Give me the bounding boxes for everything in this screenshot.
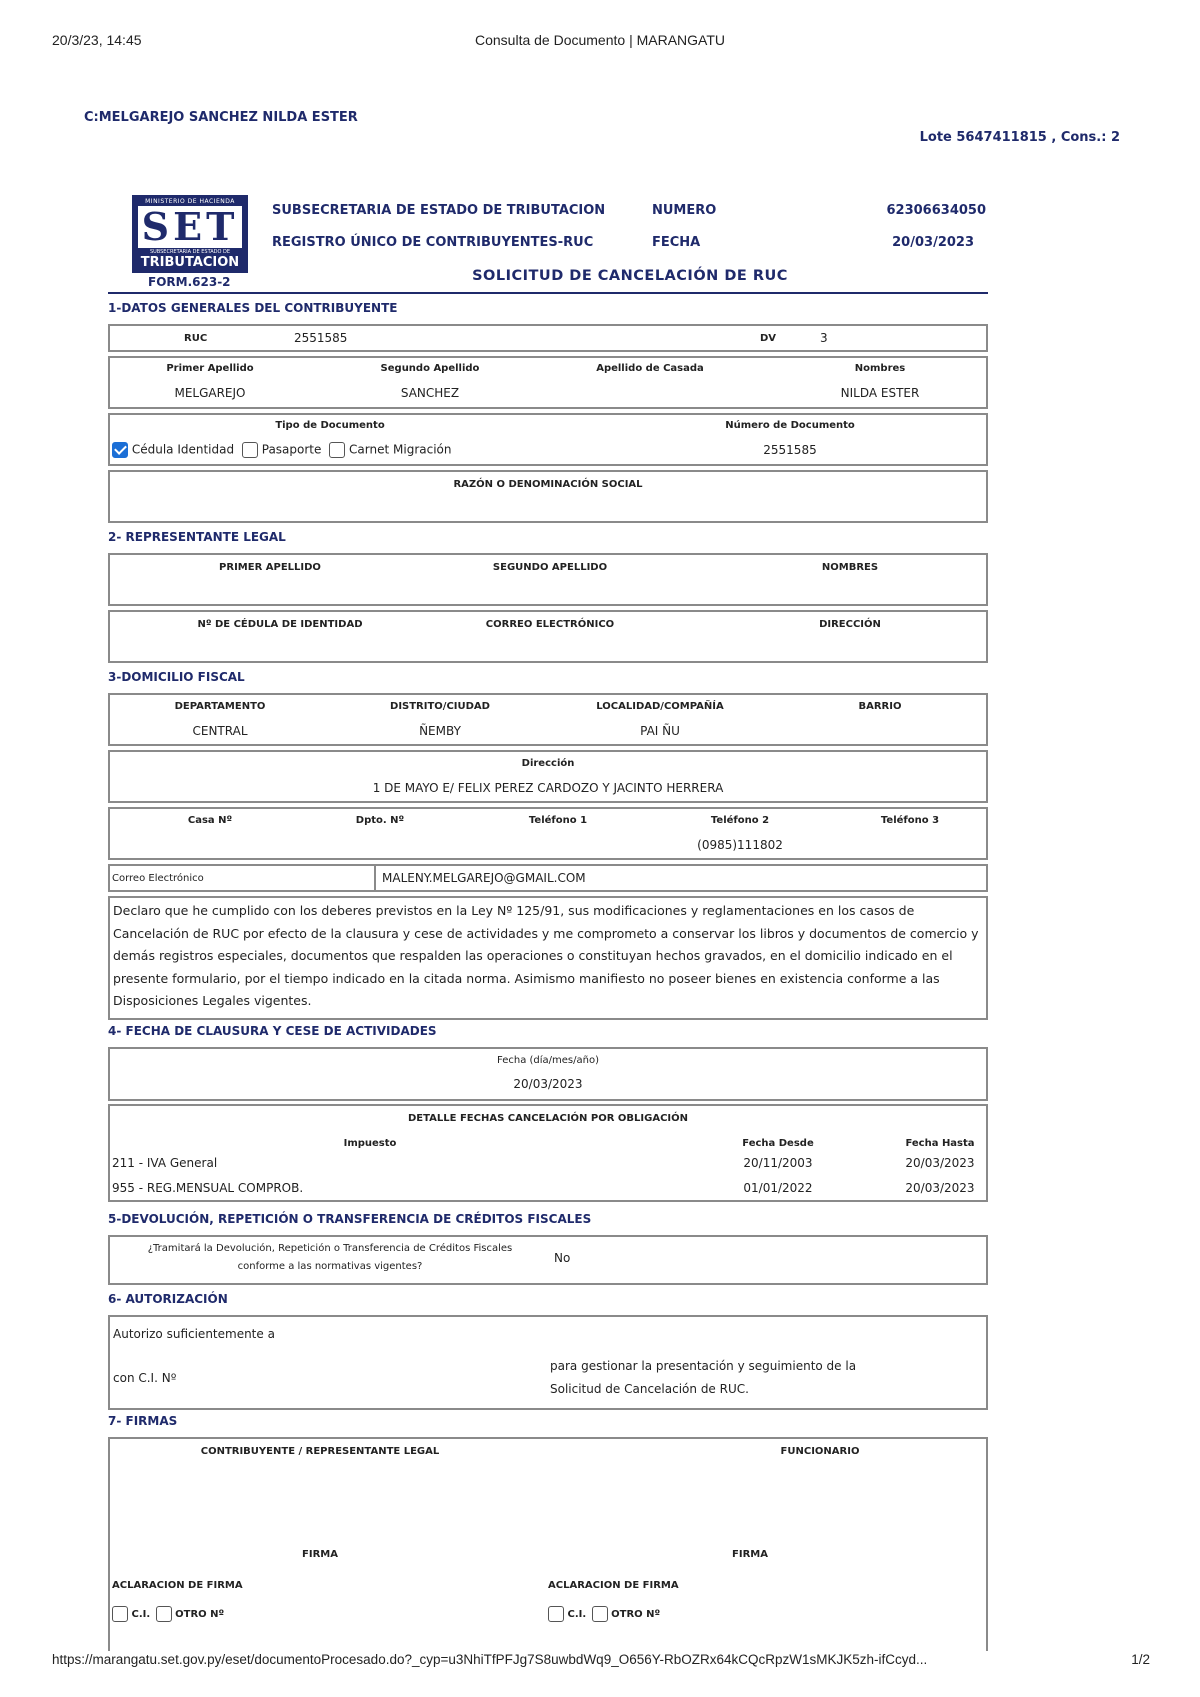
obligacion-row-1-hasta: 20/03/2023 (905, 1156, 975, 1170)
correo-box (108, 864, 988, 892)
correo-divider (374, 866, 376, 890)
autorizo-text: Autorizo suficientemente a (113, 1327, 275, 1341)
firmas-box (108, 1437, 988, 1651)
nombres-label: Nombres (854, 363, 906, 374)
fecha-clausura-value: 20/03/2023 (513, 1077, 583, 1091)
col-hasta-label: Fecha Hasta (905, 1138, 975, 1149)
contribuyente-label: CONTRIBUYENTE / REPRESENTANTE LEGAL (200, 1446, 440, 1457)
funcionario-label: FUNCIONARIO (780, 1446, 860, 1457)
section-6-title: 6- AUTORIZACIÓN (108, 1292, 228, 1306)
localidad-label: LOCALIDAD/COMPAÑÍA (596, 701, 724, 712)
rep-primer-apellido-label: PRIMER APELLIDO (219, 562, 321, 573)
primer-apellido-value: MELGAREJO (174, 386, 246, 400)
primer-apellido-label: Primer Apellido (166, 363, 254, 374)
devolucion-question-2: conforme a las normativas vigentes? (237, 1261, 423, 1272)
detalle-obligaciones-box (108, 1104, 988, 1202)
names-box (108, 356, 988, 409)
rep-nombres-label: NOMBRES (821, 562, 879, 573)
section-7-title: 7- FIRMAS (108, 1414, 178, 1428)
numero-value: 62306634050 (886, 203, 986, 218)
funcionario-otro-checkbox[interactable] (592, 1606, 608, 1622)
segundo-apellido-label: Segundo Apellido (380, 363, 480, 374)
carnet-label: Carnet Migración (349, 442, 452, 457)
numero-documento-value: 2551585 (763, 443, 817, 457)
declaracion-box (108, 896, 988, 1020)
contributor-name: C:MELGAREJO SANCHEZ NILDA ESTER (84, 110, 358, 125)
ruc-value: 2551585 (294, 331, 348, 345)
logo-bottom-text: TRIBUTACION (140, 255, 240, 270)
section-4-title: 4- FECHA DE CLAUSURA Y CESE DE ACTIVIDADES (108, 1024, 437, 1038)
obligacion-row-1-impuesto: 211 - IVA General (112, 1156, 218, 1170)
fecha-value: 20/03/2023 (892, 235, 974, 250)
document-type-box (108, 413, 988, 466)
col-desde-label: Fecha Desde (742, 1138, 814, 1149)
razon-social-box (108, 470, 988, 523)
rep-segundo-apellido-label: SEGUNDO APELLIDO (492, 562, 608, 573)
telefono-2-label: Teléfono 2 (710, 815, 770, 826)
direccion-label: Dirección (521, 758, 575, 769)
barrio-label: BARRIO (858, 701, 902, 712)
distrito-value: ÑEMBY (419, 724, 461, 738)
cedula-label: Cédula Identidad (131, 442, 235, 457)
telefono-3-label: Teléfono 3 (880, 815, 940, 826)
set-logo (132, 195, 248, 273)
devolucion-question-1: ¿Tramitará la Devolución, Repetición o Transferencia de Créditos Fiscales (147, 1243, 513, 1254)
dv-value: 3 (820, 331, 828, 345)
lote-info: Lote 5647411815 , Cons.: 2 (919, 130, 1120, 145)
fecha-clausura-box (108, 1047, 988, 1101)
distrito-label: DISTRITO/CIUDAD (390, 701, 490, 712)
departamento-value: CENTRAL (192, 724, 248, 738)
obligacion-row-2-desde: 01/01/2022 (743, 1181, 813, 1195)
col-impuesto-label: Impuesto (343, 1138, 397, 1149)
funcionario-ci-label: C.I. (567, 1609, 587, 1620)
contribuyente-id-options (112, 1606, 224, 1622)
tipo-documento-label: Tipo de Documento (275, 420, 385, 431)
pasaporte-label: Pasaporte (261, 442, 322, 457)
org-line-1: SUBSECRETARIA DE ESTADO DE TRIBUTACION (272, 203, 606, 218)
logo-top-text: MINISTERIO DE HACIENDA (145, 198, 235, 205)
print-datetime: 20/3/23, 14:45 (52, 32, 142, 48)
direccion-box (108, 750, 988, 803)
contribuyente-ci-label: C.I. (131, 1609, 151, 1620)
document-type-options (112, 442, 451, 458)
autorizacion-box (108, 1315, 988, 1410)
departamento-label: DEPARTAMENTO (174, 701, 266, 712)
fecha-clausura-label: Fecha (día/mes/año) (497, 1055, 599, 1066)
rep-cedula-label: Nº DE CÉDULA DE IDENTIDAD (197, 619, 363, 630)
telefono-2-value: (0985)111802 (697, 838, 783, 852)
numero-documento-label: Número de Documento (725, 420, 855, 431)
detalle-label: DETALLE FECHAS CANCELACIÓN POR OBLIGACIÓN (407, 1113, 688, 1124)
razon-social-label: RAZÓN O DENOMINACIÓN SOCIAL (453, 479, 643, 490)
print-url: https://marangatu.set.gov.py/eset/documentoProcesado.do?_cyp=u3NhiTfPFJg7S8uwbdWq9_O656Y-RbOZRx64kCQcRpzW1sMKJK5zh-ifCcyd... (52, 1652, 928, 1667)
representante-box-1 (108, 553, 988, 606)
cedula-checkbox[interactable] (112, 442, 128, 458)
firma-funcionario-label: FIRMA (732, 1549, 768, 1560)
dv-label: DV (760, 333, 777, 344)
print-page-title: Consulta de Documento | MARANGATU (474, 32, 726, 48)
section-3-title: 3-DOMICILIO FISCAL (108, 670, 245, 684)
document-title: SOLICITUD DE CANCELACIÓN DE RUC (472, 268, 788, 284)
dpto-label: Dpto. Nº (355, 815, 405, 826)
logo-set-text: SET (138, 206, 242, 248)
print-page-number: 1/2 (1131, 1652, 1150, 1667)
carnet-checkbox[interactable] (329, 442, 345, 458)
fecha-label: FECHA (652, 235, 701, 250)
contribuyente-otro-label: OTRO Nº (175, 1609, 225, 1620)
segundo-apellido-value: SANCHEZ (400, 386, 460, 400)
aclaracion-contribuyente-label: ACLARACION DE FIRMA (112, 1580, 243, 1591)
funcionario-ci-checkbox[interactable] (548, 1606, 564, 1622)
rep-correo-label: CORREO ELECTRÓNICO (485, 619, 615, 630)
telefono-1-label: Teléfono 1 (528, 815, 588, 826)
contribuyente-ci-checkbox[interactable] (112, 1606, 128, 1622)
org-line-2: REGISTRO ÚNICO DE CONTRIBUYENTES-RUC (272, 235, 594, 250)
pasaporte-checkbox[interactable] (242, 442, 258, 458)
domicilio-box-1 (108, 693, 988, 746)
apellido-casada-label: Apellido de Casada (596, 363, 704, 374)
section-5-title: 5-DEVOLUCIÓN, REPETICIÓN O TRANSFERENCIA DE CRÉDITOS FISCALES (108, 1212, 592, 1226)
nombres-value: NILDA ESTER (840, 386, 920, 400)
gestionar-line-2: Solicitud de Cancelación de RUC. (550, 1382, 749, 1396)
obligacion-row-2-impuesto: 955 - REG.MENSUAL COMPROB. (112, 1181, 304, 1195)
ruc-label: RUC (184, 333, 208, 344)
header-divider (108, 292, 988, 294)
form-code: FORM.623-2 (148, 275, 231, 289)
con-ci-text: con C.I. Nº (113, 1371, 177, 1385)
numero-label: NUMERO (652, 203, 717, 218)
declaracion-text: Declaro que he cumplido con los deberes previstos en la Ley Nº 125/91, sus modificaciones y reglamentaciones en los casos de Cancelación de RUC por efecto de la clausura y cese de actividades y me comprometo a conservar los libros y documentos de comercio y demás registros especiales, documentos que respalden las operaciones o constituyan hechos gravados, en el domicilio indicado en el presente formulario, por el tiempo indicado en la citada norma. Asimismo manifiesto no poseer bienes en existencia conforme a las Disposiciones Legales vigentes. (113, 903, 979, 1008)
section-1-title: 1-DATOS GENERALES DEL CONTRIBUYENTE (108, 301, 398, 315)
casa-label: Casa Nº (187, 815, 233, 826)
aclaracion-funcionario-label: ACLARACION DE FIRMA (548, 1580, 679, 1591)
obligacion-row-2-hasta: 20/03/2023 (905, 1181, 975, 1195)
obligacion-row-1-desde: 20/11/2003 (743, 1156, 813, 1170)
correo-value: MALENY.MELGAREJO@GMAIL.COM (382, 871, 586, 885)
contribuyente-otro-checkbox[interactable] (156, 1606, 172, 1622)
representante-box-2 (108, 610, 988, 663)
devolucion-box (108, 1235, 988, 1285)
direccion-value: 1 DE MAYO E/ FELIX PEREZ CARDOZO Y JACINTO HERRERA (372, 781, 724, 795)
correo-label: Correo Electrónico (112, 873, 204, 884)
funcionario-otro-label: OTRO Nº (611, 1609, 661, 1620)
localidad-value: PAI ÑU (640, 724, 680, 738)
telefonos-box (108, 807, 988, 860)
gestionar-line-1: para gestionar la presentación y seguimiento de la (550, 1359, 857, 1373)
devolucion-answer: No (554, 1251, 571, 1265)
section-2-title: 2- REPRESENTANTE LEGAL (108, 530, 286, 544)
firma-contribuyente-label: FIRMA (302, 1549, 338, 1560)
ruc-box (108, 324, 988, 352)
funcionario-id-options (548, 1606, 660, 1622)
logo-mid-text: SUBSECRETARIA DE ESTADO DE (149, 249, 231, 255)
rep-direccion-label: DIRECCIÓN (819, 619, 881, 630)
